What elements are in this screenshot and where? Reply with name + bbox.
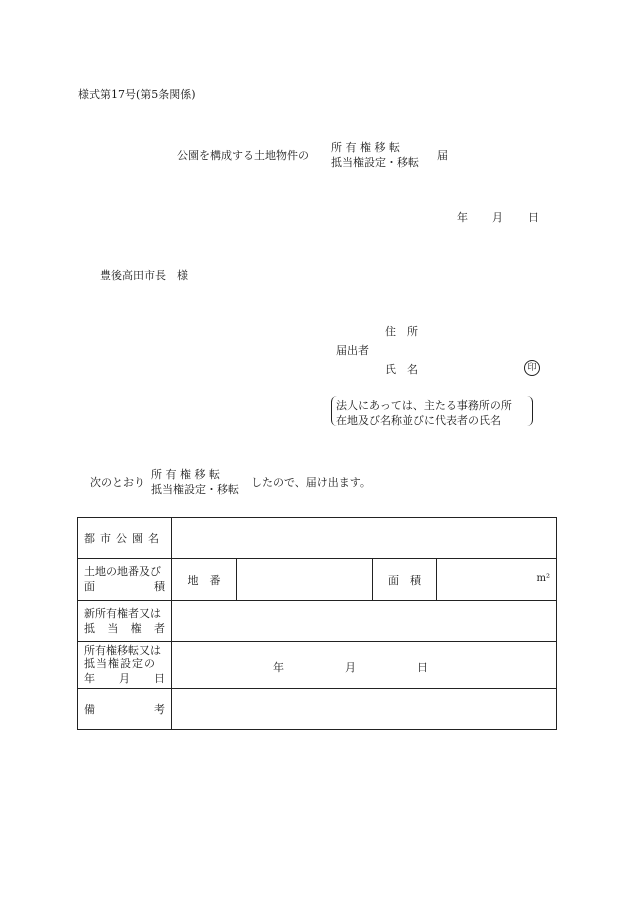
- corporate-note-line1: 法人にあっては、主たる事務所の所: [336, 399, 512, 412]
- lot-number-label: 地 番: [172, 559, 237, 601]
- land-label: 土地の地番及び 面 積: [78, 559, 172, 601]
- title-option-ownership: 所 有 権 移 転: [331, 141, 400, 154]
- notification-table: [77, 517, 557, 730]
- transfer-date-label: 所有権移転又は 抵当権設定の 年 月 日: [78, 642, 172, 689]
- area-unit: m²: [536, 573, 550, 584]
- park-name-label: 都 市 公 園 名: [78, 518, 172, 559]
- addressee: 豊後高田市長 様: [100, 269, 188, 282]
- table-row: [78, 601, 557, 642]
- applicant-label: 届出者: [336, 344, 369, 357]
- table-row: [78, 689, 557, 730]
- title-option-mortgage: 抵当権設定・移転: [331, 156, 419, 169]
- new-owner-label: 新所有権者又は 抵 当 権 者: [78, 601, 172, 642]
- park-name-field[interactable]: [172, 518, 557, 559]
- form-number: 様式第17号(第5条関係): [78, 88, 196, 101]
- statement-option-ownership: 所 有 権 移 転: [151, 468, 220, 481]
- table-row: [78, 559, 557, 601]
- transfer-date-field[interactable]: [172, 642, 557, 689]
- statement-option-mortgage: 抵当権設定・移転: [151, 483, 239, 496]
- date-day: 日: [528, 211, 539, 224]
- new-owner-field[interactable]: [172, 601, 557, 642]
- remarks-label: 備 考: [78, 689, 172, 730]
- table-row: [78, 518, 557, 559]
- table-row: [78, 642, 557, 689]
- lot-number-field[interactable]: [237, 559, 373, 601]
- area-label: 面 積: [373, 559, 437, 601]
- address-label: 住 所: [385, 325, 418, 338]
- statement-suffix: したので、届け出ます。: [251, 476, 371, 489]
- transfer-year: 年: [273, 661, 284, 674]
- date-month: 月: [492, 211, 503, 224]
- name-label: 氏 名: [385, 363, 418, 376]
- transfer-day: 日: [417, 661, 428, 674]
- statement-prefix: 次のとおり: [90, 476, 145, 489]
- remarks-field[interactable]: [172, 689, 557, 730]
- seal-icon: 印: [524, 360, 540, 376]
- title-prefix: 公園を構成する土地物件の: [177, 149, 309, 162]
- date-year: 年: [457, 211, 468, 224]
- title-suffix: 届: [437, 149, 448, 162]
- transfer-month: 月: [345, 661, 356, 674]
- area-field[interactable]: [437, 559, 557, 601]
- corporate-note-line2: 在地及び名称並びに代表者の氏名: [336, 414, 501, 427]
